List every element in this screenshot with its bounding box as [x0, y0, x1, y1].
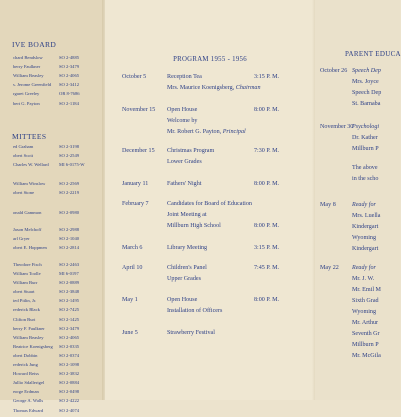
event-time: 8:00 P. M. [254, 297, 280, 303]
parent-ed-text: Mr. Arthur [352, 320, 379, 326]
event-name: Children's Panel [167, 265, 207, 271]
event-date: June 5 [122, 330, 138, 336]
roster-row [0, 262, 105, 271]
detail-text: Mr. Robert G. Payton, [167, 129, 223, 135]
roster-row [0, 64, 105, 73]
roster-row [0, 227, 105, 236]
parent-ed-text: The above [352, 165, 378, 171]
detail-role: Principal [222, 129, 246, 135]
parent-ed-text: Mr. McGila [352, 353, 381, 359]
member-name: Thomas Edward [13, 407, 44, 413]
member-name: Jason Melchoff [13, 226, 42, 232]
member-phone: SO 2-3479 [59, 64, 80, 70]
parent-ed-text: Millburn P [352, 146, 379, 152]
event-detail [105, 118, 315, 128]
event-row [105, 181, 315, 191]
member-name: obert Scott [13, 153, 34, 159]
member-phone: SO 2-3832 [59, 371, 80, 377]
event-row [105, 148, 315, 158]
member-phone: SO 2-4074 [59, 407, 80, 413]
event-detail [105, 223, 315, 233]
parent-ed-text: in the scho [352, 176, 379, 182]
event-name: Library Meeting [167, 245, 208, 251]
member-name: ied Pitlin, Jr. [13, 298, 37, 304]
event-detail [105, 159, 315, 169]
member-phone: SO 2-1040 [59, 235, 80, 241]
event-row [105, 297, 315, 307]
detail-text: Upper Grades [167, 276, 202, 282]
member-name: Jullio Sdallerigel [13, 380, 45, 386]
member-name: arl Gryer [13, 235, 30, 241]
parent-ed-date: May 22 [320, 265, 339, 271]
member-name: obert Stone [13, 190, 35, 196]
member-name: ed Graham [13, 144, 34, 149]
roster-row [0, 389, 105, 398]
event-detail [105, 276, 315, 286]
event-detail-text [167, 159, 202, 165]
roster-row [0, 408, 105, 417]
roster-row [0, 190, 105, 199]
member-phone: SO 2-2463 [59, 261, 80, 267]
member-name: obert E. Hoppmen [13, 244, 47, 250]
member-phone: SO 2-0335 [59, 343, 80, 349]
roster-row [0, 101, 105, 110]
event-date: January 11 [122, 181, 149, 187]
member-phone: SO 2-3412 [59, 82, 80, 88]
member-phone: SO 2-0498 [59, 389, 80, 395]
parent-ed-text: Psychologi [352, 124, 380, 130]
member-phone: SO 2-0980 [59, 209, 80, 215]
parent-ed-text: Ready for [352, 202, 376, 208]
event-detail-text [167, 223, 221, 229]
parent-ed-text: Mrs. Joyce [352, 79, 379, 85]
parent-ed-text: Seventh Gr [352, 331, 380, 337]
roster-row [0, 289, 105, 298]
member-phone: MI 6-0197 [59, 271, 79, 276]
detail-text: Welcome by [167, 118, 198, 124]
event-time: 8:00 P. M. [254, 181, 280, 187]
member-name: chard Bendslow [13, 55, 43, 60]
program-title: PROGRAM 1955 - 1956 [173, 56, 247, 63]
event-detail-text [167, 308, 222, 314]
event-row [105, 107, 315, 117]
member-name: bert G. Payton [13, 100, 40, 106]
event-detail [105, 212, 315, 222]
event-row [105, 245, 315, 255]
event-date: December 15 [122, 148, 155, 154]
left-panel [0, 0, 105, 413]
event-row [105, 265, 315, 275]
member-phone: SO 2-0374 [59, 352, 80, 358]
parent-ed-date: October 26 [320, 68, 348, 74]
event-time: 7:45 P. M. [254, 265, 280, 271]
member-name: Charles W. Wellard [13, 162, 49, 168]
event-time: 7:30 P. M. [254, 148, 280, 154]
member-name: William Burr [13, 280, 38, 286]
parent-ed-text: Kindergart [352, 224, 379, 230]
member-name: berry Faulkner [13, 64, 41, 70]
member-phone: OR 8-7686 [59, 91, 80, 97]
roster-row [0, 236, 105, 245]
event-name: Fathers' Night [167, 181, 202, 187]
parent-ed-text: Dr. Kather [352, 135, 378, 141]
member-name: rederick Black [13, 307, 40, 313]
roster-row [0, 144, 105, 153]
event-detail-text [167, 129, 246, 135]
member-name: William Beasley [13, 334, 44, 340]
member-name: William Beasley [13, 73, 44, 79]
parent-ed-text: Sixth Grad [352, 298, 379, 304]
event-name: Open House [167, 297, 198, 303]
member-phone: SO 2-3479 [59, 325, 80, 331]
event-name: Candidates for Board of Education [167, 201, 252, 207]
parent-ed-text: Kindergart [352, 246, 379, 252]
event-detail-text [167, 276, 201, 282]
member-name: Beatrice Koenigsberg [13, 343, 53, 349]
event-detail-text [167, 212, 207, 218]
event-detail-text [167, 85, 261, 91]
event-row [105, 74, 315, 84]
member-phone: SO 2-1184 [59, 100, 79, 106]
parent-ed-text: Millburn P [352, 342, 379, 348]
event-name: Reception Tea [167, 74, 202, 80]
member-name: Theodore Fisch [13, 261, 42, 267]
parent-ed-text: Speech Dep [352, 68, 381, 74]
event-time: 3:15 P. M. [254, 245, 280, 251]
event-date: April 10 [122, 265, 143, 271]
detail-role: Chairman [235, 85, 261, 91]
detail-text: Joint Meeting at [167, 212, 207, 218]
member-phone: SO 2-2569 [59, 181, 80, 187]
event-name: Christmas Program [167, 148, 215, 154]
member-phone: SO 2-1495 [59, 298, 80, 304]
member-phone: SO 2-3848 [59, 289, 80, 295]
member-phone: SO 2-0884 [59, 380, 80, 386]
member-phone: SO 2-1098 [59, 362, 80, 367]
event-detail [105, 308, 315, 318]
event-date: May 1 [122, 297, 138, 303]
member-phone: SO 2-2814 [59, 244, 80, 250]
roster-row [0, 398, 105, 407]
parent-ed-text: Speech Dep [352, 90, 382, 96]
roster-row [0, 362, 105, 371]
roster-row [0, 371, 105, 380]
member-phone: SO 2-4065 [59, 73, 80, 79]
roster-row [0, 91, 105, 100]
member-name: rederick Jung [13, 362, 38, 367]
roster-row [0, 153, 105, 162]
member-name: s. Jerome Greenfield [13, 82, 52, 88]
detail-text: Installation of Officers [167, 308, 223, 314]
member-phone: SO 2-4065 [59, 334, 80, 340]
member-phone: SO 2-1425 [59, 316, 80, 322]
member-phone: SO 2-2988 [59, 226, 80, 232]
detail-text: Mrs. Maurice Koenigsberg, [167, 85, 236, 91]
member-name: William Toolle [13, 271, 41, 276]
roster-row [0, 181, 105, 190]
parent-ed-date: May 8 [320, 202, 336, 208]
member-name: Clifton Burt [13, 316, 36, 322]
parent-ed-text: St. Barnaba [352, 101, 381, 107]
member-name: onald Gammon [13, 209, 42, 215]
event-row [105, 330, 315, 340]
event-name: Open House [167, 107, 198, 113]
parent-ed-text: Ready for [352, 265, 376, 271]
event-time: 8:00 P. M. [254, 107, 280, 113]
parent-ed-text: Mrs. Luella [352, 213, 381, 219]
member-name: George A. Walls [13, 398, 44, 404]
roster-row [0, 326, 105, 335]
roster-row [0, 162, 105, 171]
member-name: rgaret Greeley [13, 91, 40, 97]
roster-row [0, 307, 105, 316]
parent-ed-text: Mr. J. W. [352, 276, 375, 282]
member-name: obert Stuart [13, 289, 35, 295]
event-time: 3:15 P. M. [254, 74, 280, 80]
event-detail [105, 85, 315, 95]
parent-ed-text: Wyoming [352, 309, 377, 315]
detail-text: Millburn High School [167, 223, 221, 229]
parent-ed-date: November 30 [320, 124, 354, 130]
roster-row [0, 380, 105, 389]
member-phone: SO 2-0889 [59, 280, 80, 286]
member-name: berry F. Faulkner [13, 325, 45, 331]
parent-education-panel [315, 0, 400, 400]
member-phone: SO 2-7425 [59, 307, 80, 313]
event-detail [105, 129, 315, 139]
event-detail-text [167, 118, 197, 124]
roster-row [0, 245, 105, 254]
event-date: March 6 [122, 245, 143, 251]
roster-row [0, 344, 105, 353]
member-name: eorge Erdman [13, 389, 39, 395]
roster-row [0, 335, 105, 344]
member-phone: SO 2-2219 [59, 190, 80, 196]
parent-ed-text: Mr. Emil M [352, 287, 381, 293]
member-name: William Winslow [13, 181, 46, 187]
committees-title: MITTEES [12, 132, 47, 141]
member-name: Howard Reiss [13, 371, 39, 377]
member-phone: SO 2-4222 [59, 398, 80, 404]
event-name: Strawberry Festival [167, 330, 215, 336]
event-row [105, 201, 315, 211]
detail-text: Lower Grades [167, 159, 202, 165]
event-date: February 7 [122, 201, 149, 207]
board-title: IVE BOARD [12, 40, 57, 49]
program-panel [105, 0, 315, 400]
roster-row [0, 210, 105, 219]
roster-row [0, 280, 105, 289]
parent-ed-text: Wyoming [352, 235, 377, 241]
member-phone: SO 2-2549 [59, 153, 80, 159]
event-date: November 15 [122, 107, 156, 113]
roster-row [0, 317, 105, 326]
roster-row [0, 298, 105, 307]
member-phone: SO 2-3198 [59, 144, 80, 149]
member-name: obert Dobbin [13, 352, 38, 358]
event-time: 8:00 P. M. [254, 223, 280, 229]
roster-row [0, 353, 105, 362]
roster-row [0, 73, 105, 82]
member-phone: MI 6-0175-W [59, 162, 85, 168]
parent-education-title: PARENT EDUCA [345, 50, 401, 58]
member-phone: SO 2-4885 [59, 55, 80, 60]
event-date: October 5 [122, 74, 147, 80]
roster-row [0, 82, 105, 91]
roster-row [0, 55, 105, 64]
roster-row [0, 271, 105, 280]
